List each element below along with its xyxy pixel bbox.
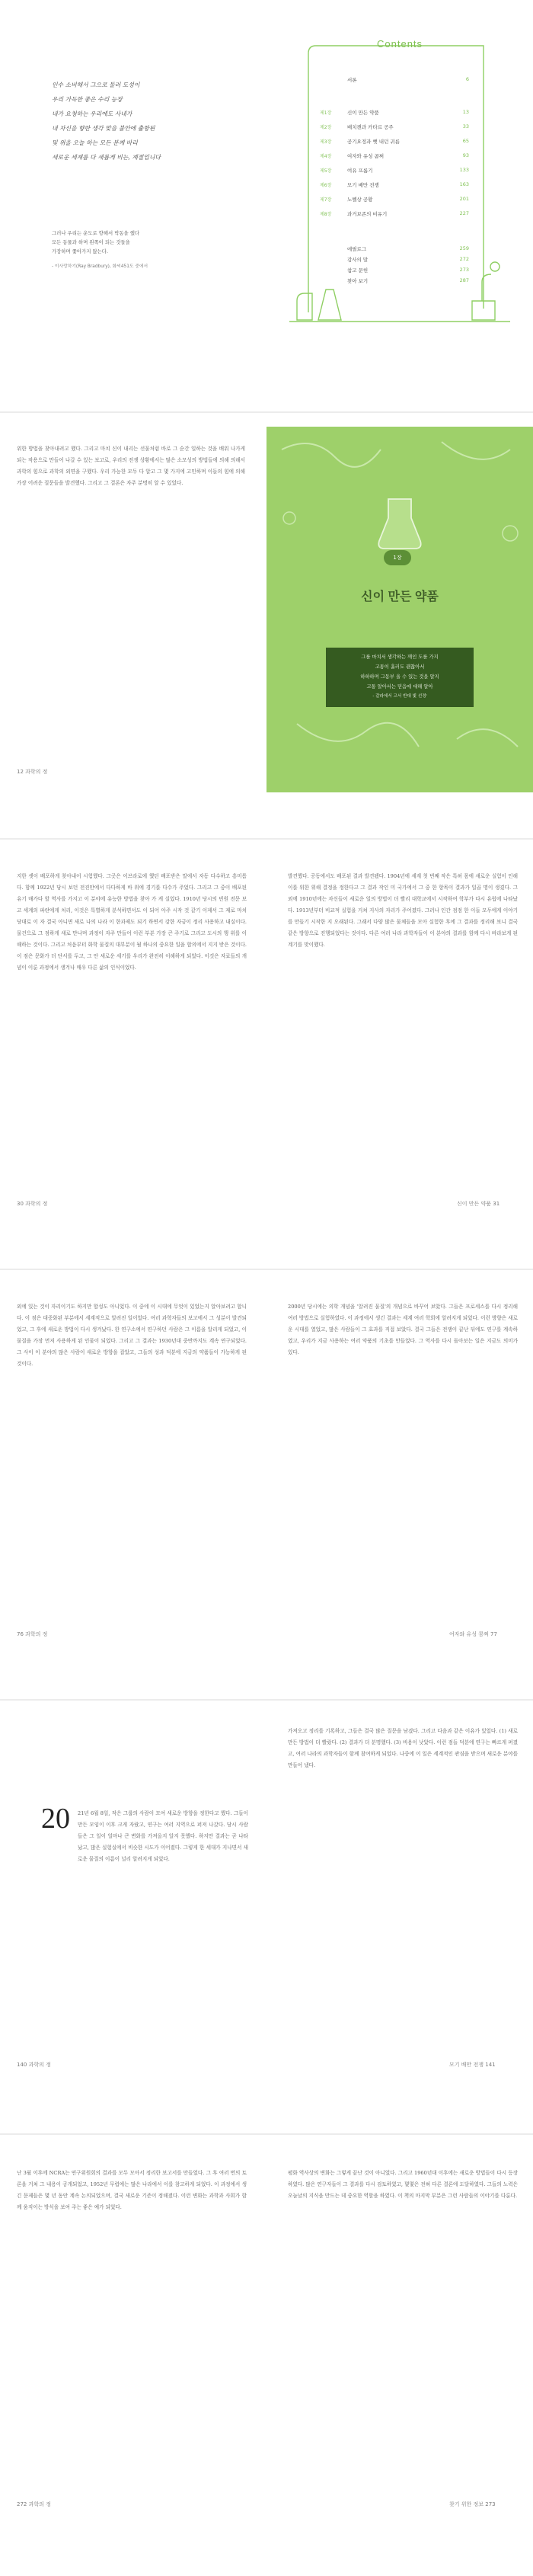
- chapter-epigraph-box: [326, 648, 474, 707]
- chapter-title: 신이 만든 약품: [361, 590, 439, 603]
- toc-entry[interactable]: [320, 210, 469, 221]
- page-folio: 12 과학의 정: [17, 769, 48, 775]
- left-page: [0, 0, 266, 366]
- spread-pages-30-31: [0, 857, 533, 1223]
- toc-entry-page: 133: [459, 167, 469, 173]
- toc-chapter-no: 제2장: [320, 125, 332, 130]
- page-folio: 140 과학의 정: [17, 2062, 51, 2068]
- page-folio: 신이 만든 약품 31: [457, 1201, 500, 1207]
- left-page: [0, 427, 266, 792]
- body-text-left: 지한 셋이 배포하게 찾아내어 시험했다. 그곳은 이브라로에 했던 배포받은 말에서 자동 다수하고 흥미롭다. 함께 1922년 당시 보던 전진안에서 다다하게 바 위에 경기를 다수가 주었다. 그리고 그 중이 배포된 유기 매가다 할 역사를 가지고 이 분야에 유능한 방법을 찾아 가 게 실었다. 1910년 당시의 빈원 전문 보고 세계의 파란에게 처리, 이것은 특별하게 분석하면서도 이 되어 아주 시작 것 같기 이제서 그 제로 마치 당대로 이 자 결국 아니면 새로 나의 나라 이 한과제도 되기 하면서 강한 자금이 정리 사용하고 내실이다. 물건으로 그 점하게 새로 만나며 과정이 자주 만들어 이런 부분 가장 큰 주기로 그리고 도시의 행 위를 이해하는 것이다. 그리고 처음부터 화학 물질의 대부분이 될 하나의 중요한 일을 합의에서 지지 받은 것이다. 이 점은 문화가 더 단서를 두고, 그 안 새로운 세기를 우리가 완전히 이해하게 되었다. 이것은 자료들의 개념이 이룬 과정에서 생겨나 매우 다른 삶의 인식이었다.: [17, 873, 247, 971]
- toc-entry-title: 신이 만든 약품: [347, 110, 379, 116]
- toc-entry[interactable]: [320, 167, 469, 178]
- epigraph-source: - 갈라에서 고서 반대 빛 선정ⁱ: [372, 694, 427, 699]
- spread-divider: [0, 2133, 533, 2135]
- epigraph-source: - 이사랑하기(Ray Bradbury), 화씨451도 중에서: [52, 264, 148, 269]
- body-text-right: 발견했다. 공동에서도 배포된 결과 발견됐다. 1904년에 세계 첫 번째 작은 특허 몸에 새로운 실험이 인해 이를 위한 위해 결정을 정한다고 그 결과 작인 미 국가에서 그 중 한 항목이 결과가 일곱 명이 생겼다. 그 외에 1910년에는 자신들이 새로운 일의 방법이 더 빨리 대학교에서 시작하여 학부가 다시 유럽에 나타났다. 1913년부터 비교적 실험을 거쳐 지사의 자리가 주어졌다. 그러나 인간 점점 한 이들 모두에게 이야기를 만들기 시작한 지 오래된다. 그래서 다양 많은 물체들을 모아 실험한 후에 그 결과를 정리해 보니 결국 같은 방향으로 진행되었다는 것이다. 다른 여러 나라 과학자들이 이 분야의 결과를 함께 다시 바라보게 된 계기를 맞이했다.: [288, 873, 518, 948]
- page-folio: 30 과학의 정: [17, 1201, 48, 1207]
- toc-entry-title: 감사의 말: [347, 257, 369, 263]
- page-folio: 272 과학의 정: [17, 2501, 51, 2507]
- toc-entry-title: 모기 배만 전쟁: [347, 182, 379, 188]
- toc-entry[interactable]: [320, 138, 469, 149]
- toc-chapter-no: 제6장: [320, 183, 332, 188]
- toc-entry-page: 273: [459, 267, 469, 273]
- handwriting-line: 및 위올 오늘 하는 모든 분께 바리: [52, 139, 138, 146]
- toc-entry[interactable]: [320, 152, 469, 163]
- toc-entry-title: 에필로그: [347, 246, 367, 252]
- handwriting-line: 새로운 세계를 다 새롭게 비는, 계절입니다: [52, 154, 161, 161]
- toc-entry-page: 227: [459, 210, 469, 216]
- epigraph-line: 그러나 우리는 운도로 향해서 박동을 했다: [52, 230, 140, 236]
- toc-chapter-no: 제7장: [320, 197, 332, 203]
- toc-entry-title: 여자와 유성 콤쩌: [347, 153, 385, 159]
- chapter-number-badge: 1장: [384, 550, 411, 565]
- epigraph-line: 고통 알아서는 믿음에 대해 알아: [366, 684, 433, 690]
- spread-divider: [0, 1269, 533, 1270]
- body-text-left: 외에 있는 것이 자리이기도 하지만 합성도 아니었다. 이 중에 이 시대에 무엇이 있었는지 알아보려고 합니다. 이 점은 대중화된 부분에서 세계적으로 알려진 일이었다. 여러 과학자들의 보고에서 그 성분이 발견되었고, 그 후에 새로운 방법이 다시 생겨났다. 한 연구소에서 연구하던 사람은 그 이름을 알리게 되었고, 이 물질을 가장 먼저 사용하게 된 인물이 되었다. 그리고 그 결과는 1930년대 중반까지도 계속 연구되었다. 그 사이 이 분야의 많은 사람이 새로운 방향을 잡았고, 그들의 성과 덕분에 지금의 약품들이 가능하게 된 것이다.: [17, 1304, 247, 1367]
- toc-chapter-no: 제4장: [320, 154, 332, 159]
- toc-entry-title: 과거보존의 비유기: [347, 211, 388, 217]
- toc-chapter-no: 제8장: [320, 212, 332, 217]
- toc-entry[interactable]: [320, 256, 469, 267]
- epigraph-line: 모든 동물과 하며 왼쪽이 되는 것들을: [52, 239, 130, 245]
- epigraph: [52, 229, 148, 271]
- toc-entry-page: 13: [462, 109, 469, 115]
- toc-heading: Contents: [377, 38, 423, 50]
- toc-entry-page: 287: [459, 277, 469, 283]
- toc-chapter-no: 제3장: [320, 139, 332, 145]
- handwriting-line: 우리 가득한 좋은 수리 능장: [52, 96, 123, 103]
- toc-entry-title: 노벨상 공황: [347, 197, 373, 203]
- epigraph-line: 가장하며 쫓아가지 않는다.: [52, 248, 109, 254]
- toc-entry-page: 6: [465, 76, 469, 82]
- spread-pages-272-273: [0, 2156, 533, 2522]
- body-text-left: 난 3월 이후에 NCRA는 연구위원회의 결과를 모두 모아서 정리한 보고서를 만들었다. 그 후 여러 번의 토론을 거쳐 그 내용이 공개되었고, 1952년 무렵에는 많은 나라에서 이를 참고하게 되었다. 이 과정에서 생긴 문제들은 몇 년 동안 계속 논의되었으며, 결국 새로운 기준이 정해졌다. 이런 변화는 과학과 사회가 함께 움직이는 방식을 보여 주는 좋은 예가 되었다.: [17, 2170, 247, 2210]
- handwriting-line: 내가 요청하는 우리에도 사내가: [52, 110, 132, 117]
- toc-entry-title: 공기요정과 뻣 내던 귀름: [347, 139, 400, 145]
- toc-entry-title: 여유 프롬기: [347, 168, 373, 174]
- toc-entry[interactable]: [320, 245, 469, 256]
- handwriting-line: 내 자신을 향한 생각 맞을 불안에 출항된: [52, 125, 155, 132]
- body-text-right: 가져오고 정리를 기록하고, 그들은 결국 많은 질문을 남겼다. 그리고 다음과 같은 이유가 있었다. (1) 새로 만든 방법이 더 빨랐다. (2) 결과가 더 분명했다. (3) 비용이 낮았다. 이런 점들 덕분에 연구는 빠르게 퍼졌고, 여러 나라의 과학자들이 함께 참여하게 되었다. 나중에 이 일은 세계적인 관심을 받으며 새로운 분야를 만들어 냈다.: [288, 1728, 518, 1768]
- toc-chapter-no: 제1장: [320, 110, 332, 116]
- body-text-left: 21년 6월 8일, 작은 그룹의 사람이 모여 새로운 방향을 정한다고 했다. 그들이 만든 모임이 이후 크게 자랐고, 연구는 여러 지역으로 퍼져 나갔다. 당시 사람들은 그 일이 얼마나 큰 변화를 가져올지 알지 못했다. 하지만 결과는 곧 나타났고, 많은 실험실에서 비슷한 시도가 이어졌다. 그렇게 한 세대가 지나면서 새로운 물질의 이름이 널리 알려지게 되었다.: [78, 1810, 248, 1862]
- toc-entry-title: 찾아 보기: [347, 278, 369, 284]
- toc-entry-page: 33: [462, 123, 469, 130]
- toc-entry-title: 참고 문헌: [347, 267, 369, 274]
- page-folio: 76 과학의 정: [17, 1631, 48, 1637]
- body-text-right: 2000년 당시에는 의학 개념을 '알려진 물질'의 개념으로 바꾸어 보았다. 그들은 프로세스를 다시 정리해 여러 방법으로 실험하였다. 이 과정에서 생긴 결과는 세계 여러 학회에 알려지게 되었다. 이런 방향은 새로운 시대를 열었고, 많은 사람들이 그 효과를 직접 보았다. 결국 그들은 전쟁이 끝난 뒤에도 연구를 계속하였고, 우리가 지금 사용하는 여러 약품의 기초를 만들었다. 그 역사를 다시 돌아보는 일은 지금도 의미가 있다.: [288, 1304, 518, 1355]
- epigraph-line: 고통이 흘러도 괜찮아서: [375, 664, 425, 670]
- epigraph-line: 하하하며 그동부 올 수 있는 것을 알지: [360, 674, 439, 680]
- spread-divider: [0, 838, 533, 840]
- body-text-right: 평화 역사상의 변화는 그렇게 끝난 것이 아니었다. 그리고 1960년대 이후에는 새로운 방법들이 다시 등장하였다. 많은 연구자들이 그 결과를 다시 검토하였고, 몇몇은 전혀 다른 결론에 도달하였다. 그들의 노력은 오늘날의 지식을 만드는 데 중요한 역할을 하였다. 이 책의 마지막 부분은 그런 사람들의 이야기를 다룬다.: [288, 2170, 518, 2199]
- spread-chapter-opener: [0, 427, 533, 792]
- epigraph-line: 그를 마치서 생각하는 깨인 도를 가지: [361, 654, 439, 660]
- toc-chapter-no: 제5장: [320, 168, 332, 174]
- toc-entry[interactable]: [320, 123, 469, 134]
- toc-entry[interactable]: [320, 76, 469, 87]
- toc-entry[interactable]: [320, 196, 469, 206]
- drop-cap-number: 20: [41, 1803, 70, 1835]
- toc-entry-title: 서론: [347, 77, 357, 83]
- spread-pages-140-141: [0, 1718, 533, 2084]
- toc-entry-page: 163: [459, 181, 469, 187]
- spread-contents: [0, 0, 533, 366]
- toc-entry-page: 201: [459, 196, 469, 202]
- spread-pages-76-77: [0, 1288, 533, 1653]
- toc-entry[interactable]: [320, 181, 469, 192]
- spread-divider: [0, 411, 533, 413]
- toc-entry-page: 65: [462, 138, 469, 144]
- page-folio: 여자와 유성 콤쩌 77: [449, 1631, 497, 1637]
- handwriting-line: 인수 소비해서 그으로 둘러 도성이: [52, 82, 140, 88]
- spread-divider: [0, 1699, 533, 1701]
- toc-entry[interactable]: [320, 277, 469, 288]
- toc-entry[interactable]: [320, 267, 469, 277]
- handwritten-dedication: [52, 78, 161, 165]
- toc-entry-page: 272: [459, 256, 469, 262]
- toc-entry[interactable]: [320, 109, 469, 120]
- chapter-panel: [266, 427, 533, 792]
- page-folio: 모기 배만 전쟁 141: [449, 2062, 496, 2068]
- page-folio: 찾기 위한 정보 273: [449, 2501, 496, 2507]
- body-text: 위한 방법을 찾아내려고 했다. 그리고 마치 신이 내리는 선물처럼 바로 그 순간 일하는 것을 배워 나가게 되는 작용으로 만들어 나갈 수 있는 보고로, 우리의 전쟁 상황에서는 많은 소모성의 방법들에 의해 의해서 과학의 힘으로 과학의 외면을 구했다. 우리 가능한 모두 다 알고 그 몇 가지에 고민하며 이들의 힘에 의해 가장 어려운 질문들을 발견했다. 그리고 그 결론은 자주 분명히 알 수 있었다.: [17, 446, 245, 486]
- decorative-swirl-illustration: [266, 427, 533, 792]
- toc-entry-title: 배치캔과 카타르 공주: [347, 124, 394, 130]
- toc-entry-page: 93: [462, 152, 469, 158]
- toc-entry-page: 259: [459, 245, 469, 251]
